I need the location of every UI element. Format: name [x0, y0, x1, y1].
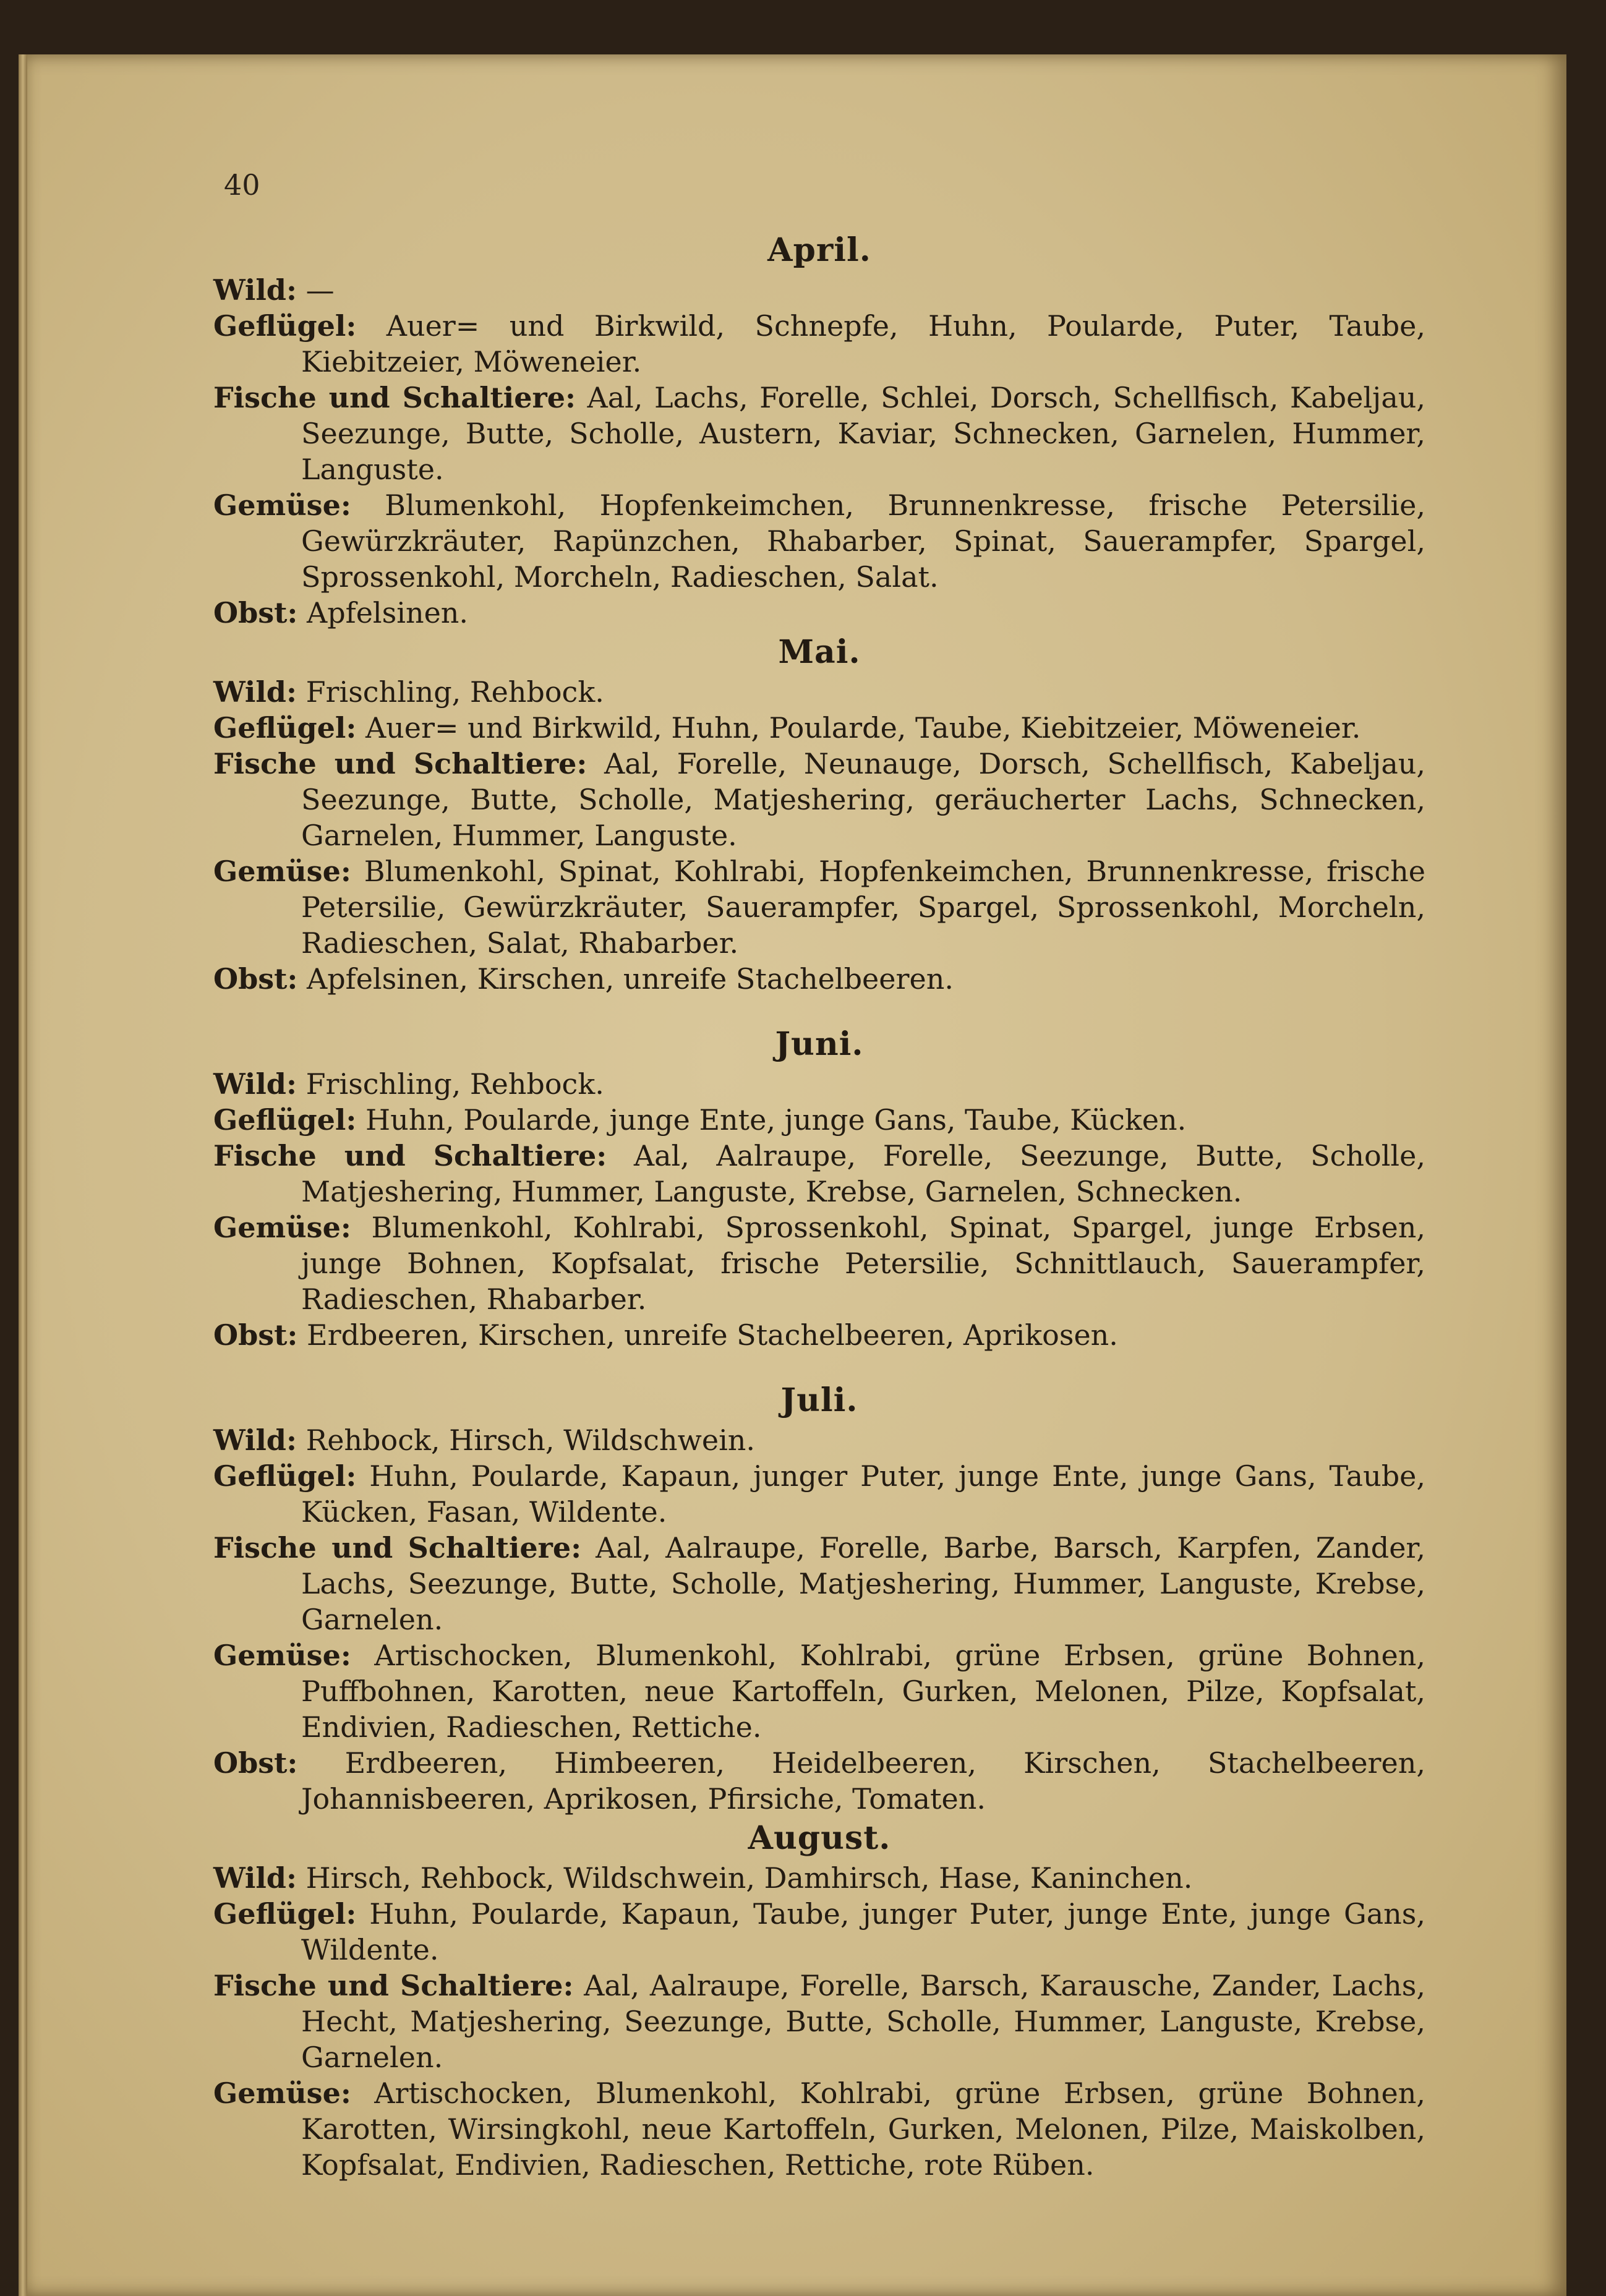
- month-heading-mai: Mai.: [778, 633, 861, 671]
- entry-text: Erdbeeren, Himbeeren, Heidelbeeren, Kirschen, Stachelbeeren, Johannisbeeren, Aprikosen, Pfirsiche, Tomaten.: [297, 1746, 1425, 1816]
- entry-text: Frischling, Rehbock.: [296, 1067, 604, 1101]
- entry-label: Fische und Schaltiere:: [213, 1969, 574, 2002]
- entry-label: Geflügel:: [213, 1897, 357, 1931]
- entry-april-obst: [213, 595, 1425, 631]
- entry-label: Gemüse:: [213, 1211, 351, 1244]
- entry-juni-gefluegel: [213, 1102, 1425, 1138]
- entry-label: Geflügel:: [213, 711, 357, 745]
- entry-text: Frischling, Rehbock.: [296, 675, 604, 709]
- entry-label: Obst:: [213, 962, 298, 996]
- entry-april-fische: [213, 380, 1425, 487]
- entry-text: Blumenkohl, Kohlrabi, Sprossenkohl, Spinat, Spargel, junge Erbsen, junge Bohnen, Kopfsalat, frische Petersilie, Schnittlauch, Sauerampfer, Radieschen, Rhabarber.: [301, 1211, 1425, 1316]
- entry-label: Geflügel:: [213, 1459, 357, 1493]
- entry-label: Gemüse:: [213, 855, 351, 888]
- entry-juni-gemuese: [213, 1210, 1425, 1317]
- entry-label: Wild:: [213, 675, 297, 709]
- entry-juli-obst: [213, 1745, 1425, 1817]
- entry-text: Aal, Forelle, Neunauge, Dorsch, Schellfisch, Kabeljau, Seezunge, Butte, Scholle, Matjeshering, geräucherter Lachs, Schnecken, Garnelen, Hummer, Languste.: [301, 747, 1425, 852]
- entry-text: Auer= und Birkwild, Huhn, Poularde, Taube, Kiebitzeier, Möweneier.: [356, 711, 1361, 745]
- entry-text: Aal, Aalraupe, Forelle, Seezunge, Butte, Scholle, Matjeshering, Hummer, Languste, Krebse, Garnelen, Schnecken.: [301, 1139, 1425, 1208]
- entry-april-gefluegel: [213, 308, 1425, 380]
- entry-label: Wild:: [213, 273, 297, 307]
- month-heading-juli: Juli.: [780, 1381, 858, 1419]
- entry-august-wild: [213, 1860, 1425, 1896]
- entry-text: Apfelsinen, Kirschen, unreife Stachelbeeren.: [297, 962, 954, 996]
- entry-text: Artischocken, Blumenkohl, Kohlrabi, grüne Erbsen, grüne Bohnen, Karotten, Wirsingkohl, neue Kartoffeln, Gurken, Melonen, Pilze, Maiskolben, Kopfsalat, Endivien, Radieschen, Rettiche, rote Rüben.: [301, 2076, 1425, 2182]
- entry-label: Wild:: [213, 1067, 297, 1101]
- page-edge: [19, 54, 27, 2296]
- entry-label: Wild:: [213, 1861, 297, 1895]
- entry-label: Obst:: [213, 596, 298, 629]
- entry-label: Wild:: [213, 1423, 297, 1457]
- entry-april-wild: [213, 272, 1425, 308]
- entry-text: —: [296, 273, 335, 307]
- entry-label: Obst:: [213, 1318, 298, 1352]
- entry-text: Artischocken, Blumenkohl, Kohlrabi, grüne Erbsen, grüne Bohnen, Puffbohnen, Karotten, neue Kartoffeln, Gurken, Melonen, Pilze, Kopfsalat, Endivien, Radieschen, Rettiche.: [301, 1639, 1425, 1744]
- page-number: 40: [224, 168, 260, 202]
- entry-mai-fische: [213, 746, 1425, 853]
- entry-text: Huhn, Poularde, Kapaun, junger Puter, junge Ente, junge Gans, Taube, Kücken, Fasan, Wildente.: [301, 1459, 1425, 1529]
- entry-juni-wild: [213, 1066, 1425, 1102]
- entry-label: Fische und Schaltiere:: [213, 381, 576, 414]
- entry-april-gemuese: [213, 487, 1425, 595]
- entry-juli-gefluegel: [213, 1458, 1425, 1530]
- entry-august-gemuese: [213, 2075, 1425, 2183]
- entry-mai-gemuese: [213, 853, 1425, 961]
- seasonal-food-list: [213, 229, 1425, 2183]
- entry-juni-fische: [213, 1138, 1425, 1210]
- month-heading-juni: Juni.: [775, 1025, 864, 1063]
- entry-juni-obst: [213, 1317, 1425, 1353]
- entry-text: Blumenkohl, Hopfenkeimchen, Brunnenkresse, frische Petersilie, Gewürzkräuter, Rapünzchen, Rhabarber, Spinat, Sauerampfer, Spargel, Sprossenkohl, Morcheln, Radieschen, Salat.: [301, 489, 1425, 594]
- entry-mai-gefluegel: [213, 710, 1425, 746]
- entry-august-fische: [213, 1968, 1425, 2075]
- entry-juli-gemuese: [213, 1637, 1425, 1745]
- entry-juli-wild: [213, 1422, 1425, 1458]
- entry-mai-wild: [213, 674, 1425, 710]
- entry-label: Geflügel:: [213, 1103, 357, 1137]
- entry-juli-fische: [213, 1530, 1425, 1637]
- entry-label: Gemüse:: [213, 489, 351, 522]
- entry-label: Geflügel:: [213, 309, 357, 343]
- entry-text: Hirsch, Rehbock, Wildschwein, Damhirsch, Hase, Kaninchen.: [296, 1861, 1193, 1895]
- entry-text: Blumenkohl, Spinat, Kohlrabi, Hopfenkeimchen, Brunnenkresse, frische Petersilie, Gewürzkräuter, Sauerampfer, Spargel, Sprossenkohl, Morcheln, Radieschen, Salat, Rhabarber.: [301, 855, 1425, 960]
- entry-text: Huhn, Poularde, junge Ente, junge Gans, Taube, Kücken.: [356, 1103, 1187, 1137]
- entry-label: Fische und Schaltiere:: [213, 1139, 607, 1172]
- entry-text: Aal, Aalraupe, Forelle, Barbe, Barsch, Karpfen, Zander, Lachs, Seezunge, Butte, Scholle, Matjeshering, Hummer, Languste, Krebse, Garnelen.: [301, 1531, 1425, 1636]
- entry-text: Rehbock, Hirsch, Wildschwein.: [296, 1423, 756, 1457]
- entry-text: Erdbeeren, Kirschen, unreife Stachelbeeren, Aprikosen.: [297, 1318, 1118, 1352]
- entry-label: Gemüse:: [213, 1639, 351, 1672]
- entry-label: Fische und Schaltiere:: [213, 747, 587, 780]
- entry-label: Gemüse:: [213, 2076, 351, 2110]
- entry-label: Obst:: [213, 1746, 298, 1780]
- entry-text: Auer= und Birkwild, Schnepfe, Huhn, Poularde, Puter, Taube, Kiebitzeier, Möweneier.: [301, 309, 1425, 378]
- entry-text: Aal, Aalraupe, Forelle, Barsch, Karausche, Zander, Lachs, Hecht, Matjeshering, Seezunge, Butte, Scholle, Hummer, Languste, Krebse, Garnelen.: [301, 1969, 1425, 2074]
- entry-text: Apfelsinen.: [297, 596, 469, 629]
- month-heading-august: August.: [748, 1819, 891, 1857]
- entry-text: Huhn, Poularde, Kapaun, Taube, junger Puter, junge Ente, junge Gans, Wildente.: [301, 1897, 1425, 1966]
- entry-mai-obst: [213, 961, 1425, 997]
- entry-text: Aal, Lachs, Forelle, Schlei, Dorsch, Schellfisch, Kabeljau, Seezunge, Butte, Scholle, Austern, Kaviar, Schnecken, Garnelen, Hummer, Languste.: [301, 381, 1425, 486]
- entry-label: Fische und Schaltiere:: [213, 1531, 582, 1564]
- entry-august-gefluegel: [213, 1896, 1425, 1968]
- month-heading-april: April.: [767, 231, 871, 269]
